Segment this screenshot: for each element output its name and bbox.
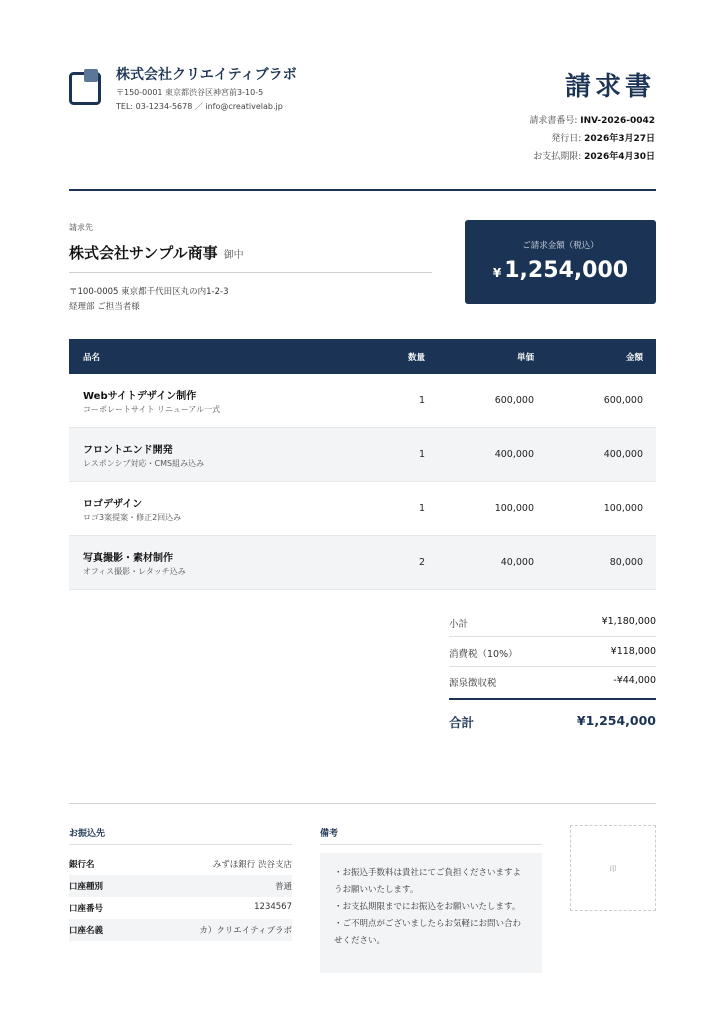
bank-value: カ）クリエイティブラボ [199, 926, 292, 936]
item-name: 写真撮影・素材制作 [83, 553, 173, 564]
company-name: 株式会社クリエイティブラボ [116, 67, 297, 83]
tax-row [449, 637, 656, 667]
header-divider [69, 189, 656, 191]
item-name: ロゴデザイン [83, 499, 143, 510]
item-unit-price: 40,000 [500, 557, 534, 568]
seal-stamp-label: 印 [609, 865, 617, 873]
grand-total-value: ¥1,254,000 [576, 713, 656, 728]
item-description: ロゴ3案提案・修正2回込み [83, 513, 182, 522]
amount-due-box [465, 220, 656, 304]
bank-value: 1234567 [254, 902, 292, 912]
item-description: レスポンシブ対応・CMS組み込み [83, 459, 205, 468]
amount-due-value [465, 258, 656, 283]
bank-key: 口座番号 [69, 904, 104, 914]
document-title: 請求書 [564, 72, 655, 102]
footer-divider [69, 803, 656, 804]
issue-date-value: 2026年3月27日 [584, 134, 655, 144]
table-header [69, 339, 656, 374]
line-items-table [69, 339, 656, 590]
client-name-text: 株式会社サンプル商事 [69, 244, 218, 262]
note-line: ・お支払期限までにお振込をお願いいたします。 [334, 902, 521, 912]
amount-due-number: 1,254,000 [504, 258, 629, 283]
company-contact: TEL: 03-1234-5678 ／ info@creativelab.jp [116, 102, 283, 111]
due-date [533, 149, 655, 162]
table-row [69, 374, 656, 428]
amount-due-label: ご請求金額（税込） [522, 241, 599, 251]
withholding-value: -¥44,000 [613, 675, 656, 686]
bank-section-title: お振込先 [69, 829, 106, 839]
item-description: オフィス撮影・レタッチ込み [83, 567, 186, 576]
item-unit-price: 600,000 [494, 395, 534, 406]
subtotal-label: 小計 [449, 619, 469, 630]
bank-key: 口座名義 [69, 926, 104, 936]
item-amount: 400,000 [603, 449, 643, 460]
note-line: ・お振込手数料は貴社にてご負担くださいますようお願いいたします。 [334, 868, 522, 895]
bank-row [69, 919, 292, 941]
notes-box [320, 853, 542, 973]
bank-section-divider [69, 844, 292, 845]
withholding-row [449, 666, 656, 696]
subtotal-value: ¥1,180,000 [601, 616, 656, 627]
bank-row [69, 875, 292, 897]
item-unit-price: 400,000 [494, 449, 534, 460]
due-date-label: お支払期限: [533, 152, 582, 162]
invoice-number-label: 請求書番号: [529, 116, 578, 126]
client-honorific: 御中 [223, 250, 244, 261]
bill-to-label: 請求先 [69, 223, 93, 232]
item-amount: 100,000 [603, 503, 643, 514]
grand-total-label: 合計 [449, 715, 475, 730]
item-amount: 600,000 [603, 395, 643, 406]
note-line: ・ご不明点がございましたらお気軽にお問い合わせください。 [334, 919, 522, 946]
bank-value: 普通 [274, 882, 292, 892]
client-address: 〒100-0005 東京都千代田区丸の内1-2-3 [69, 287, 229, 297]
header-item-name: 品名 [83, 353, 101, 363]
item-name: Webサイトデザイン制作 [83, 391, 197, 402]
item-quantity: 1 [418, 395, 425, 406]
withholding-label: 源泉徴収税 [449, 678, 497, 689]
client-divider [69, 272, 432, 273]
bank-row [69, 853, 292, 875]
issue-date-label: 発行日: [551, 134, 582, 144]
bank-value: みずほ銀行 渋谷支店 [212, 860, 292, 870]
item-amount: 80,000 [609, 557, 643, 568]
company-address: 〒150-0001 東京都渋谷区神宮前3-10-5 [116, 88, 264, 97]
bank-key: 口座種別 [69, 882, 104, 892]
invoice-number [529, 113, 655, 126]
item-quantity: 1 [418, 503, 425, 514]
table-row [69, 482, 656, 536]
company-logo-icon [69, 69, 101, 105]
header-unit-price: 単価 [516, 353, 534, 363]
item-quantity: 2 [418, 557, 425, 568]
item-name: フロントエンド開発 [83, 445, 173, 456]
client-department: 経理部 ご担当者様 [69, 302, 140, 312]
issue-date [551, 131, 655, 144]
item-unit-price: 100,000 [494, 503, 534, 514]
bank-row [69, 897, 292, 919]
bank-key: 銀行名 [69, 860, 95, 870]
currency-symbol: ¥ [492, 266, 502, 280]
bank-details [69, 853, 292, 941]
item-quantity: 1 [418, 449, 425, 460]
tax-value: ¥118,000 [610, 646, 656, 657]
tax-label: 消費税（10%） [449, 649, 518, 660]
subtotal-row [449, 607, 656, 637]
item-description: コーポレートサイト リニューアル一式 [83, 405, 221, 414]
invoice-number-value: INV-2026-0042 [580, 116, 655, 126]
header-quantity: 数量 [407, 353, 425, 363]
grand-total-divider [449, 698, 656, 700]
client-name [69, 242, 244, 263]
table-row [69, 536, 656, 590]
notes-section-title: 備考 [320, 829, 339, 839]
seal-stamp-box [570, 825, 656, 911]
header-amount: 金額 [625, 353, 643, 363]
notes-section-divider [320, 844, 542, 845]
table-row [69, 428, 656, 482]
due-date-value: 2026年4月30日 [584, 152, 655, 162]
